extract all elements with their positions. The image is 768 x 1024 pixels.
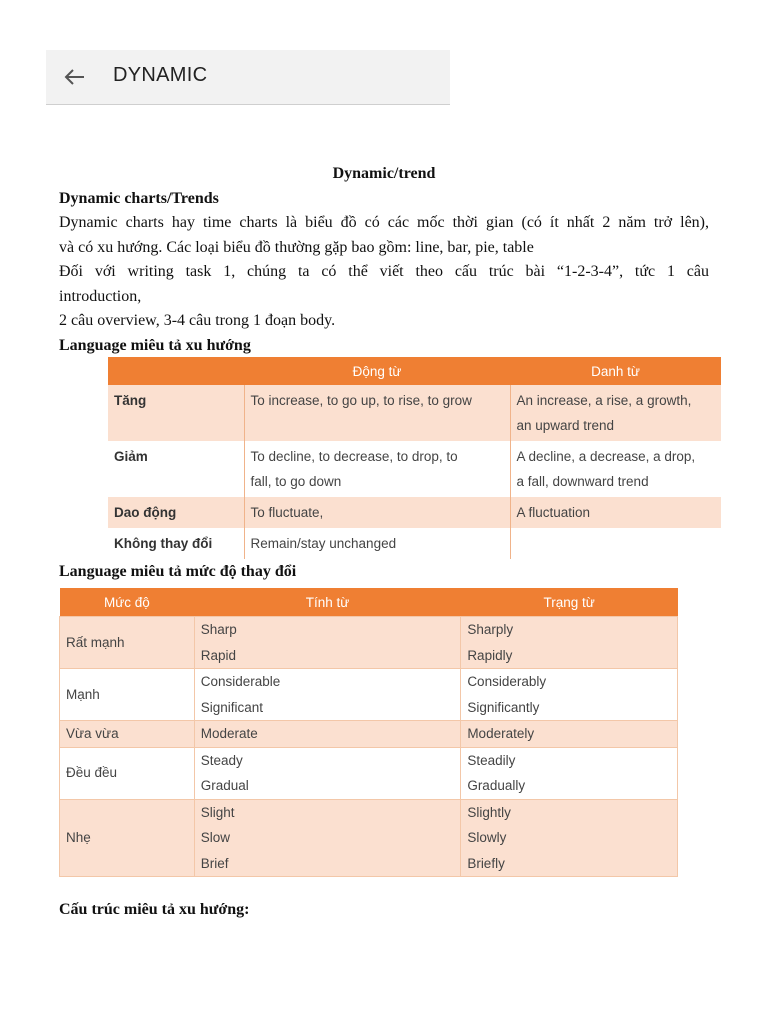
table-header-cell: Động từ xyxy=(244,357,510,385)
table-header-cell: Tính từ xyxy=(194,588,461,617)
level-cell: Mạnh xyxy=(60,669,195,721)
adverb: Briefly xyxy=(467,855,505,871)
noun-cell xyxy=(510,528,721,559)
document-body xyxy=(59,162,709,358)
table-row xyxy=(108,441,721,497)
noun-line: An increase, a rise, a growth, xyxy=(516,393,692,408)
verb-line: fall, to go down xyxy=(250,474,342,489)
adverb: Sharply xyxy=(467,622,514,637)
section-heading-change-degree: Language miêu tả mức độ thay đổi xyxy=(59,563,297,580)
table-header-row xyxy=(108,357,721,385)
back-arrow-icon[interactable] xyxy=(64,67,86,87)
adverb: Significantly xyxy=(467,699,540,715)
table-row xyxy=(108,528,721,559)
row-label: Giảm xyxy=(108,441,244,497)
adverb-cell xyxy=(461,721,678,748)
level-cell: Đều đều xyxy=(60,747,195,799)
adjective: Slow xyxy=(200,830,231,845)
noun-line: an upward trend xyxy=(516,418,615,433)
adjective-cell xyxy=(194,617,461,669)
verb-cell: To fluctuate, xyxy=(244,497,510,528)
adjective: Significant xyxy=(200,699,264,715)
noun-cell: A fluctuation xyxy=(510,497,721,528)
row-label: Dao động xyxy=(108,497,244,528)
table-row xyxy=(60,617,678,669)
table-row xyxy=(108,385,721,441)
level-cell: Nhẹ xyxy=(60,799,195,877)
adjective-cell xyxy=(194,669,461,721)
table-header-row xyxy=(60,588,678,617)
table-header-cell: Mức độ xyxy=(60,588,195,617)
adjective: Considerable xyxy=(200,674,281,689)
noun-line: A decline, a decrease, a drop, xyxy=(516,449,696,464)
document-title: Dynamic/trend xyxy=(332,165,436,182)
app-bar-title: DYNAMIC xyxy=(113,64,208,86)
table-row xyxy=(60,747,678,799)
table-header-cell xyxy=(108,357,244,385)
table-header-cell: Danh từ xyxy=(510,357,721,385)
verb-line: To decline, to decrease, to drop, to xyxy=(250,449,458,464)
row-label: Tăng xyxy=(108,385,244,441)
adverb: Gradually xyxy=(467,778,526,793)
adjective: Slight xyxy=(200,804,235,820)
adverb: Steadily xyxy=(467,752,516,768)
noun-cell xyxy=(510,441,721,497)
paragraph-2-line-2: introduction, xyxy=(59,287,142,305)
trend-language-table xyxy=(108,357,721,559)
adjective: Moderate xyxy=(200,726,258,741)
verb-cell: Remain/stay unchanged xyxy=(244,528,510,559)
table-row xyxy=(60,799,678,877)
adjective-cell xyxy=(194,799,461,877)
verb-line: To increase, to go up, to rise, to grow xyxy=(250,393,472,408)
adjective: Gradual xyxy=(200,778,249,793)
verb-cell xyxy=(244,441,510,497)
adjective: Sharp xyxy=(200,622,237,637)
table-row xyxy=(108,497,721,528)
adjective: Brief xyxy=(200,855,229,871)
table-row xyxy=(60,721,678,748)
adverb: Rapidly xyxy=(467,647,513,663)
adverb-cell xyxy=(461,799,678,877)
adverb-cell xyxy=(461,747,678,799)
section-heading-trend-language: Language miêu tả xu hướng xyxy=(59,336,251,354)
adverb: Slightly xyxy=(467,804,511,820)
section-heading-trend-structure: Cấu trúc miêu tả xu hướng: xyxy=(59,901,250,918)
level-cell: Vừa vừa xyxy=(60,721,195,748)
adjective: Rapid xyxy=(200,647,237,663)
adverb-cell xyxy=(461,669,678,721)
paragraph-3: 2 câu overview, 3-4 câu trong 1 đoạn body. xyxy=(59,312,336,329)
noun-line: a fall, downward trend xyxy=(516,474,649,489)
row-label: Không thay đổi xyxy=(108,528,244,559)
paragraph-1-line-1: Dynamic charts hay time charts là biểu đồ có các mốc thời gian (có ít nhất 2 năm trở lên), xyxy=(59,214,709,231)
paragraph-1-line-2: và có xu hướng. Các loại biểu đồ thường gặp bao gồm: line, bar, pie, table xyxy=(59,238,534,256)
paragraph-2-line-1: Đối với writing task 1, chúng ta có thể viết theo cấu trúc bài “1-2-3-4”, tức 1 câu xyxy=(59,263,709,280)
adverb: Slowly xyxy=(467,830,507,845)
adjective-cell xyxy=(194,721,461,748)
app-bar xyxy=(46,50,450,105)
adverb: Moderately xyxy=(467,726,535,741)
table-row xyxy=(60,669,678,721)
adverb-cell xyxy=(461,617,678,669)
section-heading-dynamic-charts: Dynamic charts/Trends xyxy=(59,189,219,207)
adverb: Considerably xyxy=(467,674,547,689)
level-cell: Rất mạnh xyxy=(60,617,195,669)
verb-cell xyxy=(244,385,510,441)
adjective-cell xyxy=(194,747,461,799)
noun-cell xyxy=(510,385,721,441)
table-header-cell: Trạng từ xyxy=(461,588,678,617)
change-degree-table xyxy=(59,588,678,877)
adjective: Steady xyxy=(200,752,243,768)
